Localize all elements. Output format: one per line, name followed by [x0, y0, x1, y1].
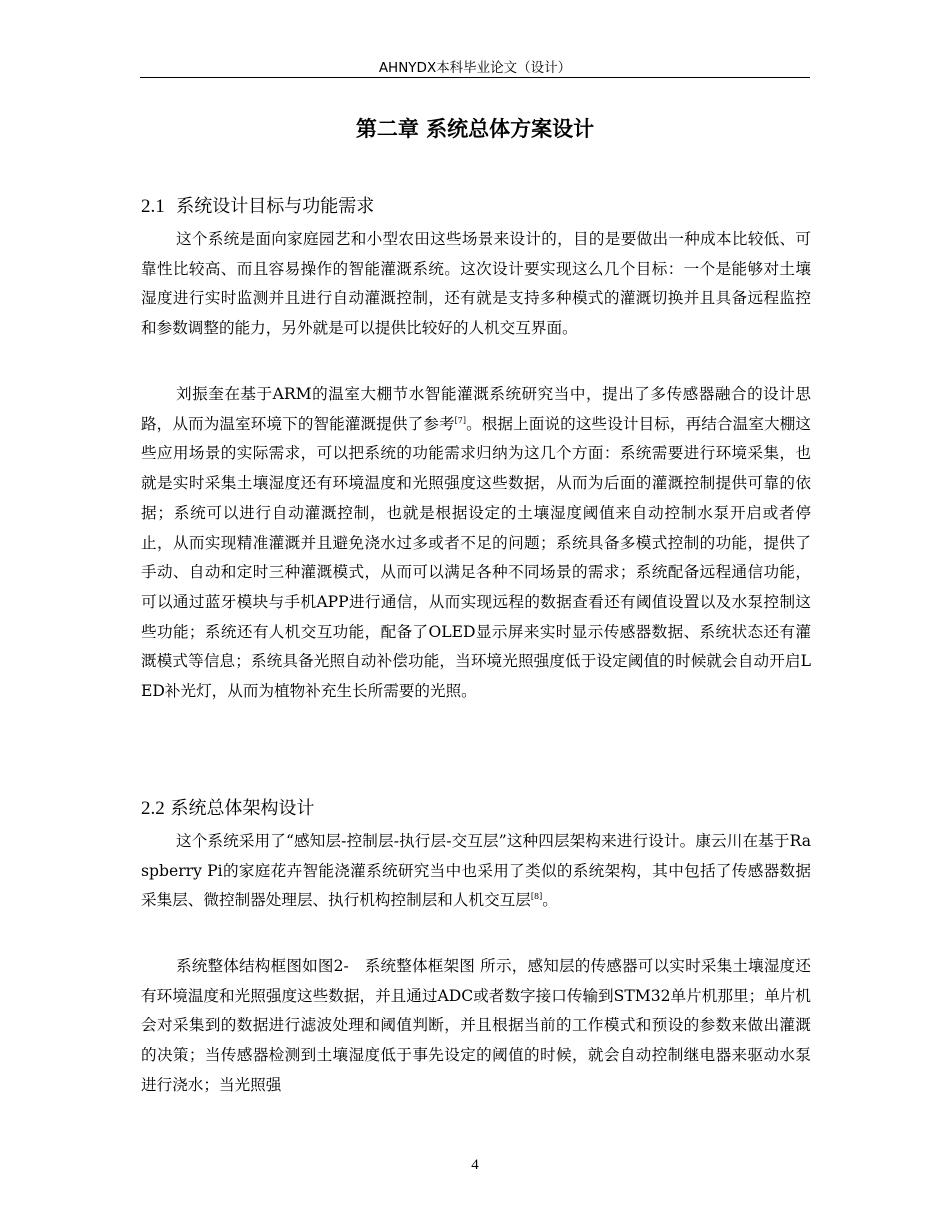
- citation-ref: [8]: [530, 892, 543, 902]
- paragraph: [141, 380, 811, 707]
- paragraph: 这个系统是面向家庭园艺和小型农田这些场景来设计的，目的是要做出一种成本比较低、可靠性比较高、而且容易操作的智能灌溉系统。这次设计要实现这么几个目标：一个是能够对土壤湿度进行实时监测并且进行自动灌溉控制，还有就是支持多种模式的灌溉切换并且具备远程监控和参数调整的能力，另外就是可以提供比较好的人机交互界面。: [141, 230, 811, 338]
- chapter-title: 第二章 系统总体方案设计: [355, 117, 595, 141]
- paragraph: 系统整体结构框图如图2- 系统整体框架图 所示，感知层的传感器可以实时采集土壤湿度还有环境温度和光照强度这些数据，并且通过ADC或者数字接口传输到STM32单片机那里；单片机会对采集到的数据进行滤波处理和阈值判断，并且根据当前的工作模式和预设的参数来做出灌溉的决策；当传感器检测到土壤湿度低于事先设定的阈值的时候，就会自动控制继电器来驱动水泵进行浇水；当光照强: [141, 957, 811, 1094]
- section-number: 2.2: [141, 798, 165, 819]
- header-rule: [140, 77, 810, 78]
- paragraph-text: 。: [542, 891, 558, 910]
- paragraph: [141, 827, 811, 916]
- section-heading-2-2: [141, 796, 314, 822]
- running-header: AHNYDX本科毕业论文（设计）: [378, 60, 572, 76]
- section-heading-2-1: [141, 194, 374, 220]
- paragraph-text: 刘振奎在基于ARM的温室大棚节水智能灌溉系统研究当中，提出了多传感器融合的设计思路，从而为温室环境下的智能灌溉提供了参考: [141, 385, 811, 433]
- citation-ref: [7]: [454, 415, 466, 425]
- section-title: 系统总体架构设计: [170, 798, 315, 819]
- paragraph-text: 。根据上面说的这些设计目标，再结合温室大棚这些应用场景的实际需求，可以把系统的功能需求归纳为这几个方面：系统需要进行环境采集，也就是实时采集土壤湿度还有环境温度和光照强度这些数据，从而为后面的灌溉控制提供可靠的依据；系统可以进行自动灌溉控制，也就是根据设定的土壤湿度阈值来自动控制水泵开启或者停止，从而实现精准灌溉并且避免浇水过多或者不足的问题；系统具备多模式控制的功能，提供了手动、自动和定时三种灌溉模式，从而可以满足各种不同场景的需求；系统配备远程通信功能，可以通过蓝牙模块与手机APP进行通信，从而实现远程的数据查看还有阈值设置以及水泵控制这些功能；系统还有人机交互功能，配备了OLED显示屏来实时显示传感器数据、系统状态还有灌溉模式等信息；系统具备光照自动补偿功能，当环境光照强度低于设定阈值的时候就会自动开启LED补光灯，从而为植物补充生长所需要的光照。: [141, 414, 811, 701]
- section-title: 系统设计目标与功能需求: [176, 196, 375, 217]
- page-number: 4: [471, 1157, 479, 1173]
- paragraph-text: 这个系统采用了“感知层-控制层-执行层-交互层”这种四层架构来进行设计。康云川在基于Raspberry Pi的家庭花卉智能浇灌系统研究当中也采用了类似的系统架构，其中包括了传感器数据采集层、微控制器处理层、执行机构控制层和人机交互层: [141, 832, 811, 910]
- section-number: 2.1: [141, 196, 165, 217]
